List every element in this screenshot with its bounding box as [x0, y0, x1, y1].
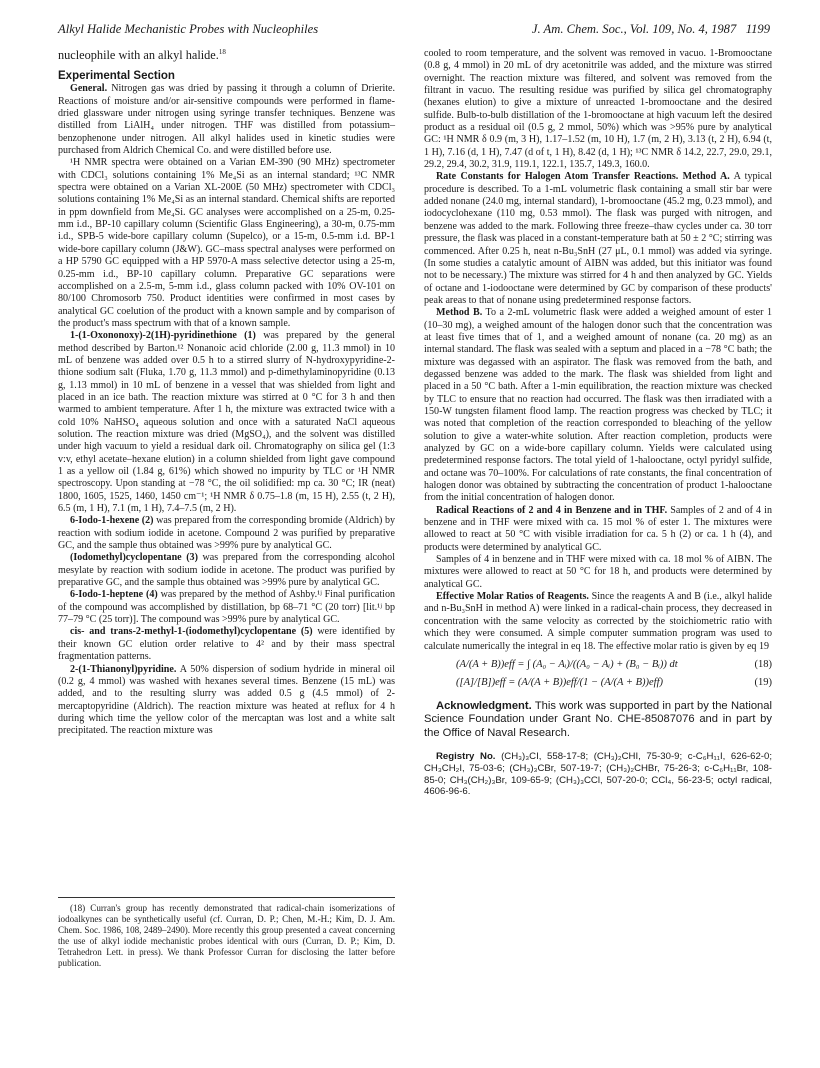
ack-text: This work was supported in part by the National Science Foundation under Grant No. CHE-85087076 and in part by the Office of Naval Research. [424, 699, 772, 740]
molar-paragraph [424, 591, 772, 653]
aibn-paragraph: Samples of 4 in benzene and in THF were mixed with ca. 18 mol % of AIBN. The mixtures were allowed to react at 50 °C for 18 h, and products were determined by analytical GC. [424, 554, 772, 590]
cmpd1-head: 1-(1-Oxononoxy)-2(1H)-pyridinethione (1) [70, 330, 256, 342]
equation-19-body: ([A]/[B])eff = (A/(A + B))eff/(1 − (A/(A + B))eff) [456, 677, 663, 689]
molar-text: Since the reagents A and B (i.e., alkyl halide and n-Bu₃SnH in method A) were linked in a radical-chain process, they decreased in concentration with the same velocity as corrected by the stoichiometric ratio with which they were consumed. A simple computer summation program was used to calculate numerically the integral in eq 18. The effective molar ratio is given by eq 19 [424, 591, 772, 652]
radical-paragraph [424, 505, 772, 554]
general-head: General. [70, 83, 108, 95]
cmpd2-text: was prepared from the corresponding bromide (Aldrich) by reaction with sodium iodide in acetone. Compound 2 was purified by preparative GC, and the sample thus obtained was >99% pure by analytical GC. [58, 515, 396, 552]
cmpd4-paragraph [58, 589, 395, 626]
thia-paragraph [58, 664, 395, 738]
journal-citation [532, 22, 770, 37]
cmpd1-text: was prepared by the general method described by Barton.¹² Nonanoic acid chloride (2.00 g, 11.3 mmol) in 10 mL of benzene was added over 0.5 h to a stirred slurry of N-hydroxypyridine-2-thione sodium salt (Fluka, 1.70 g, 11.3 mmol) and p-dimethylaminopyridine (0.13 g, 1.13 mmol) in 10 mL of benzene in a vessel that was shielded from light and placed in an ice bath. The reaction mixture was stirred at 0 °C for 3 h and then warmed to ambient temperature. After 1 h, the mixture was extracted twice with a cold 10% NaHSO₄ aqueous solution and once with a saturated NaCl aqueous solution. The reaction mixture was dried (MgSO₄), and the solvent was distilled under high vacuum to yield a residual dark oil. Chromatography on silica gel (1:3 v:v, ethyl acetate–hexane elution) in a column shielded from light gave compound 1 as a yellow oil (1.84 g, 61%) which showed no impurity by TLC or ¹H NMR spectroscopy. Upon standing at −78 °C, the oil solidified: mp ca. 30 °C; IR (neat) 1800, 1605, 1525, 1460, 1450 cm⁻¹; ¹H NMR δ 0.75–1.8 (m, 15 H), 2.55 (t, 2 H), 6.5 (m, 1 H), 7.1 (m, 1 H), 7.4–7.5 (m, 2 H). [58, 330, 395, 515]
intro-text: nucleophile with an alkyl halide.$^{18}$ [58, 47, 226, 62]
molar-head: Effective Molar Ratios of Reagents. [436, 591, 589, 603]
section-title: Experimental Section [58, 70, 175, 82]
regno-head: Registry No. [436, 750, 496, 762]
thia-head: 2-(1-Thianonyl)pyridine. [70, 663, 177, 675]
methodA-paragraph [424, 171, 772, 307]
general-paragraph [58, 83, 395, 157]
intro-ref: 18 [218, 47, 226, 56]
thia-continued: cooled to room temperature, and the solvent was removed in vacuo. 1-Bromooctane (0.8 g, 4 mmol) in 20 mL of dry acetonitrile was added, and the mixture was stirred overnight. The reaction mixture was filtered, and solvent was removed from the filtrant in vacuo. The resulting residue was purified by silica gel chromatography (hexanes elution) to give a mixture of unreacted 1-bromooctane and the desired sulfide. Bulb-to-bulb distillation of the 1-bromooctane at high vacuum left the desired product as a residual oil (0.5 g, 2 mmol, 50%) which was >95% pure by analytical GC: ¹H NMR δ 0.9 (m, 3 H), 1.17–1.52 (m, 10 H), 1.7 (m, 2 H), 3.13 (t, 2 H), 6.94 (t, 1 H), 7.16 (d, 1 H), 7.47 (d of t, 1 H), 8.42 (d, 1 H); ¹³C NMR δ 14.2, 22.7, 29.0, 29.1, 29.2, 29.4, 30.2, 31.9, 119.1, 122.1, 135.7, 149.3, 160.0. [424, 48, 772, 171]
running-title: Alkyl Halide Mechanistic Probes with Nucleophiles [58, 22, 319, 36]
thia-text: A 50% dispersion of sodium hydride in mineral oil (0.2 g, 4 mmol) was washed with hexanes several times. Benzene (15 mL) was added, and to the resulting slurry was added 0.5 g (4.5 mmol) of 2-mercaptopyridine (Aldrich). The reaction mixture was heated at reflux for 4 h during which time the yellow color of the mercaptan was lost and a white salt precipitated. The reaction mixture was [58, 663, 395, 737]
methodB-head: Method B. [436, 307, 483, 319]
cmpd3-text: was prepared from the corresponding alcohol mesylate by reaction with sodium iodide in acetone. The product was purified by preparative GC, and the sample thus obtained was >99% pure by analytical GC. [58, 552, 395, 589]
page-header [58, 22, 770, 38]
cmpd2-head: 6-Iodo-1-hexene (2) [70, 515, 154, 527]
right-column [424, 48, 772, 798]
methodA-text: A typical procedure is described. To a 1-mL volumetric flask containing a small stir bar were added nonane (24.0 mg, internal standard), 1-bromooctane (45.2 mg, 0.23 mmol), and iodocyclohexane (110 mg, 0.53 mmol). The flask was purged with nitrogen, and benzene was added to the mark. Following three freeze–thaw cycles under ca. 30 torr pressure, the flask was placed in a constant-temperature bath at 50 ± 2 °C; stirring was commenced. After 0.25 h, neat n-Bu₃SnH (27 μL, 0.1 mmol) was added via syringe. (In some studies a catalytic amount of AIBN was added, but this initiator was found not to be necessary.) The mixture was stirred for 4 h and then analyzed by GC. Yields of octane and 1-iodooctane were determined by GC by comparison of these products' peak areas to that of nonane using predetermined response factors. [424, 171, 772, 306]
cmpd5-paragraph [58, 626, 395, 663]
cmpd5-head: cis- and trans-2-methyl-1-(iodomethyl)cyclopentane (5) [70, 626, 313, 638]
cmpd3-head: (Iodomethyl)cyclopentane (3) [70, 552, 198, 564]
methodB-paragraph [424, 307, 772, 505]
radical-text: Samples of 2 and of 4 in benzene and in THF were mixed with ca. 15 mol % of ester 1. The mixtures were allowed to react at 50 °C with visible irradiation for ca. 5 h (2) or ca. 1 h (4), and products were determined by analytical GC. [424, 504, 772, 553]
journal-name: J. Am. Chem. Soc., Vol. 109, No. 4, 1987 [531, 22, 737, 36]
cmpd2-paragraph [58, 515, 395, 552]
cmpd4-text: was prepared by the method of Ashby.¹ʲ Final purification of the compound was accomplished by distillation, bp 68–71 °C (20 torr) [lit.¹ʲ bp 77–79 °C (25 torr)]. The compound was >99% pure by analytical GC. [58, 589, 396, 626]
acknowledgment [424, 700, 772, 741]
cmpd4-head: 6-Iodo-1-heptene (4) [70, 589, 158, 601]
equation-18 [424, 659, 772, 671]
page-number: 1199 [745, 22, 770, 36]
equation-18-body: (A/(A + B))eff = ∫ (A₀ − Aᵢ)/((A₀ − Aᵢ) + (B₀ − Bᵢ)) dt [456, 658, 678, 670]
cmpd1-paragraph [58, 330, 395, 515]
ack-head: Acknowledgment. [436, 699, 532, 712]
equation-19 [424, 677, 772, 689]
general-text: Nitrogen gas was dried by passing it through a column of Drierite. Reactions of moisture and/or air-sensitive compounds were performed in flame-dried glassware under nitrogen using syringe transfer techniques. Benzene was distilled from LiAlH₄ under nitrogen. THF was distilled from potassium–benzophenone under nitrogen. All alkyl halides used in kinetic studies were purchased from Aldrich Chemical Co. and were distilled before use. [58, 83, 396, 157]
methodB-text: To a 2-mL volumetric flask were added a weighed amount of ester 1 (10–30 mg), a weighed amount of the halogen donor such that the concentration was at least five times that of 1, and a weighed amount of nonane (ca. 20 mg) as an internal standard. The flask was sealed with a septum and placed in a −78 °C bath; the mixture was degassed with an aspirator. The flask was removed from the bath, and degassed benzene was added to the mark. The flask was shielded from light and placed in a 50 °C bath. After a 1-min equilibration, the reaction mixture was checked by TLC to ensure that no reaction had occurred. The flask was then irradiated with a 150-W tungsten filament flood lamp. The reaction progress was checked by TLC; it was noted that completion of the reaction corresponded to bleaching of the yellow solution to give a water-white solution. After reaction completion, products were analyzed by GC on a wide-bore capillary column. Yields were calculated using predetermined response factors. The total yield of 1-halooctane, octyl pyridyl sulfide, and octane was 70–100%. For calculations of rate constants, the final concentration of halogen donor was obtained by subtracting the concentration of product 1-halooctane from the initial concentration of halogen donor. [424, 307, 772, 504]
footnote-text: (18) Curran's group has recently demonstrated that radical-chain isomerizations of iodoalkynes can be synthetically useful (cf. Curran, D. P.; Chen, M.-H.; Kim, D. J. Am. Chem. Soc. 1986, 108, 2489–2490). More recently this group presented a caveat concerning the use of alkyl iodide mechanistic probes identical with ours (Curran, D. P.; Kim, D. Tetrahedron Lett. in press). We thank Professor Curran for disclosing the latter before publication. [58, 903, 395, 968]
registry-numbers [424, 751, 772, 798]
equation-18-number: (18) [754, 658, 772, 670]
regno-text: (CH₃)₃CI, 558-17-8; (CH₃)₂CHI, 75-30-9; c-C₆H₁₁I, 626-62-0; CH₃CH₂I, 75-03-6; (CH₃)₃CBr, 507-19-7; (CH₃)₂CHBr, 75-26-3; c-C₆H₁₁Br, 108-85-0; CH₃(CH₂)₃Br, 109-65-9; (CH₃)₃CCl, 507-20-0; CCl₄, 56-23-5; octyl radical, 4606-96-6. [424, 750, 772, 798]
nmr-paragraph: ¹H NMR spectra were obtained on a Varian EM-390 (90 MHz) spectrometer with CDCl₃ solutions containing 1% Me₄Si as an internal standard; ¹³C NMR spectra were obtained on a Varian XL-200E (50 MHz) spectrometer with CDCl₃ solutions containing 1% Me₄Si as an internal standard. Chemical shifts are reported in ppm downfield from Me₄Si. GC analyses were accomplished on a 25-m, 0.25-mm i.d., BP-10 capillary column (Scientific Glass Engineering), a 30-m, 0.75-mm i.d., SPB-5 wide-bore capillary column (Supelco), or a 15-m, 0.5-mm i.d. BP-1 wide-bore capillary column (J&W). GC–mass spectral analyses were performed on a HP 5790 GC equipped with a HP 5970-A mass selective detector using a 25-m, 0.25-mm i.d., BP-10 capillary column. Preparative GC separations were accomplished on a 2.5-m, 5-mm i.d., glass column packed with 10% OV-101 on 80/100 Chromosorb 750. Product identities were confirmed in most cases by analytical GC coelution of the product with a known sample and by comparison of the product's mass spectrum with that of a known sample. [58, 157, 395, 329]
equation-19-number: (19) [754, 677, 772, 689]
footnote-18 [58, 903, 395, 969]
methodA-head: Rate Constants for Halogen Atom Transfer Reactions. Method A. [436, 171, 730, 183]
cmpd5-text: were identified by their known GC elution order relative to 4² and by their mass spectral fragmentation patterns. [58, 626, 395, 663]
cmpd3-paragraph [58, 552, 395, 589]
left-column [58, 48, 395, 738]
radical-head: Radical Reactions of 2 and 4 in Benzene and in THF. [436, 504, 668, 516]
footnote-divider [58, 897, 395, 898]
